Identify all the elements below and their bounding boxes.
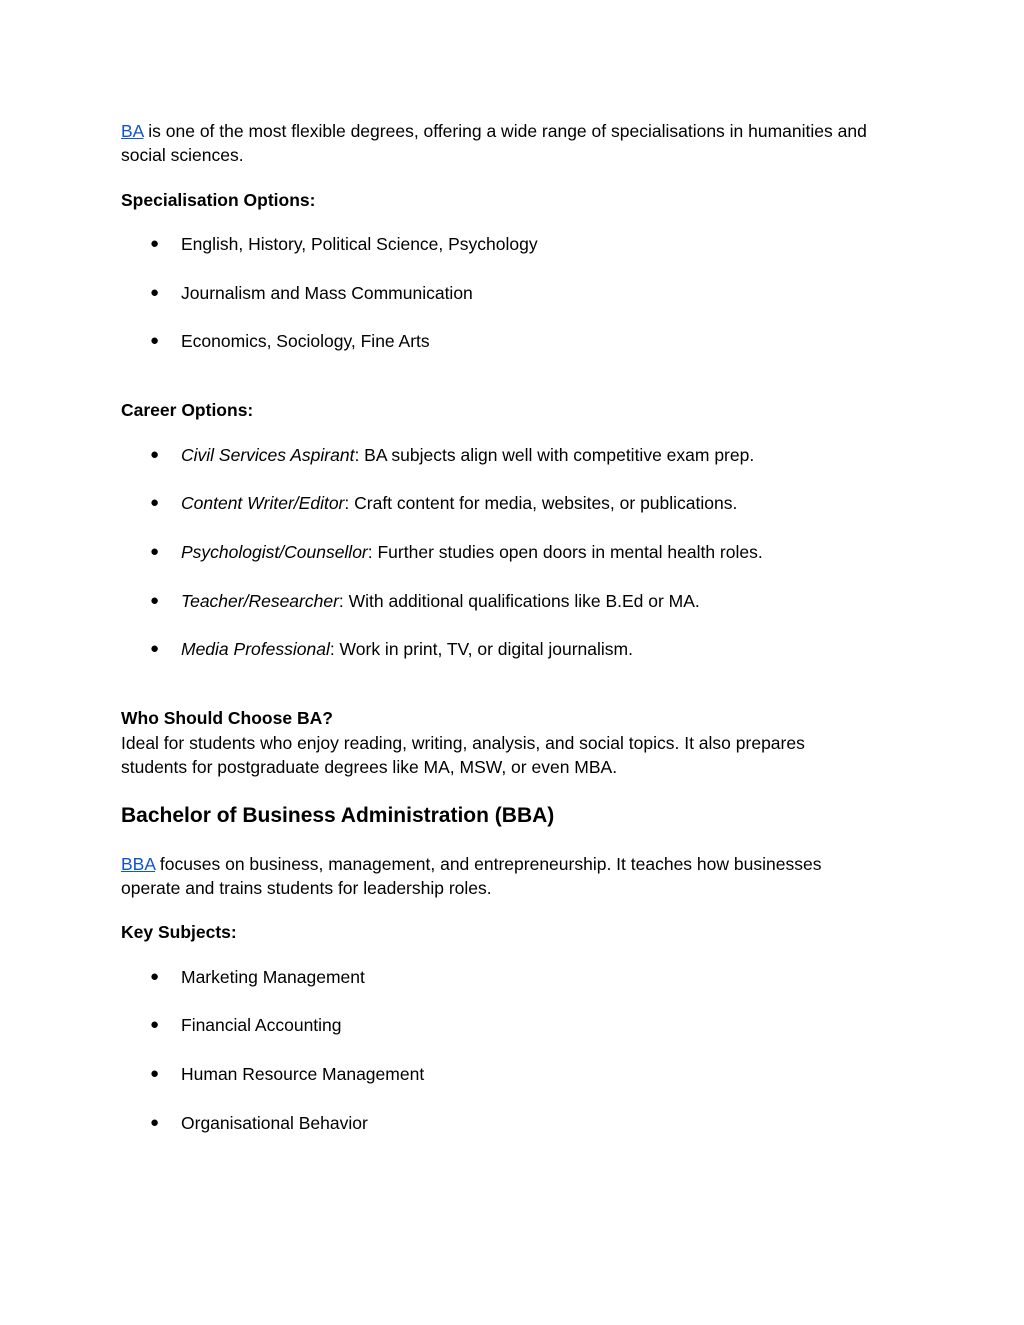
bba-heading: Bachelor of Business Administration (BBA)	[121, 804, 555, 827]
list-item	[121, 329, 891, 353]
bullet-icon: ●	[150, 332, 160, 349]
list-item-text: English, History, Political Science, Psychology	[181, 234, 538, 254]
who-heading: Who Should Choose BA?	[121, 708, 333, 728]
bullet-icon: ●	[150, 968, 160, 985]
list-item	[121, 491, 891, 515]
bba-intro-paragraph	[121, 852, 881, 900]
bullet-icon: ●	[150, 543, 160, 560]
career-desc: : Work in print, TV, or digital journalism.	[329, 639, 633, 659]
career-desc: : With additional qualifications like B.Ed or MA.	[338, 591, 700, 611]
list-item-text: Journalism and Mass Communication	[181, 283, 473, 303]
bullet-icon: ●	[150, 446, 160, 463]
bullet-icon: ●	[150, 235, 160, 252]
list-item-text: Economics, Sociology, Fine Arts	[181, 331, 430, 351]
bullet-icon: ●	[150, 592, 160, 609]
ba-link[interactable]: BA	[121, 121, 144, 141]
bullet-icon: ●	[150, 640, 160, 657]
list-item	[121, 540, 891, 564]
ba-intro-paragraph	[121, 119, 891, 167]
list-item	[121, 443, 891, 467]
list-item	[121, 965, 891, 989]
list-item	[121, 637, 891, 661]
list-item-text: Organisational Behavior	[181, 1113, 368, 1133]
bba-link[interactable]: BBA	[121, 854, 156, 874]
bullet-icon: ●	[150, 1114, 160, 1131]
list-item	[121, 1013, 891, 1037]
career-desc: : Further studies open doors in mental health roles.	[367, 542, 763, 562]
list-item	[121, 1111, 891, 1135]
career-title: Teacher/Researcher	[181, 591, 339, 611]
list-item	[121, 589, 891, 613]
bba-intro-text: focuses on business, management, and entrepreneurship. It teaches how businesses operate and trains students for leadership roles.	[121, 854, 822, 898]
list-item-text	[181, 540, 763, 564]
career-desc: : BA subjects align well with competitive exam prep.	[354, 445, 755, 465]
career-title: Content Writer/Editor	[181, 493, 345, 513]
career-desc: : Craft content for media, websites, or publications.	[344, 493, 738, 513]
bullet-icon: ●	[150, 284, 160, 301]
career-title: Psychologist/Counsellor	[181, 542, 368, 562]
list-item-text	[181, 589, 700, 613]
list-item-text: Marketing Management	[181, 967, 365, 987]
list-item-text	[181, 491, 737, 515]
bullet-icon: ●	[150, 1016, 160, 1033]
career-heading: Career Options:	[121, 400, 254, 420]
key-subjects-heading: Key Subjects:	[121, 922, 237, 942]
list-item-text	[181, 443, 754, 467]
list-item-text	[181, 637, 633, 661]
bullet-icon: ●	[150, 1065, 160, 1082]
ba-intro-text: is one of the most flexible degrees, offering a wide range of specialisations in humanities and social sciences.	[121, 121, 867, 165]
list-item-text: Human Resource Management	[181, 1064, 425, 1084]
list-item-text: Financial Accounting	[181, 1015, 342, 1035]
career-title: Media Professional	[181, 639, 330, 659]
who-paragraph: Ideal for students who enjoy reading, writing, analysis, and social topics. It also prepares students for postgraduate degrees like MA, MSW, or even MBA.	[121, 733, 805, 777]
list-item	[121, 1062, 891, 1086]
career-title: Civil Services Aspirant	[181, 445, 355, 465]
list-item	[121, 232, 891, 256]
specialisation-heading: Specialisation Options:	[121, 190, 316, 210]
bullet-icon: ●	[150, 494, 160, 511]
list-item	[121, 281, 891, 305]
